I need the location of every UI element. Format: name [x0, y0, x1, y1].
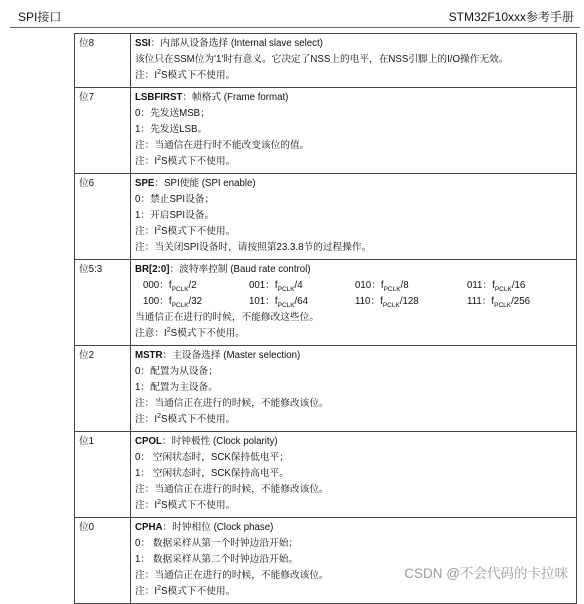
field-title [135, 434, 572, 450]
baud-div: /32 [188, 296, 203, 307]
baud-freq: f [492, 280, 495, 291]
baud-code: 111： [467, 296, 492, 307]
field-caption: ：时钟极性 (Clock polarity) [161, 436, 278, 447]
bit-position: 位1 [75, 432, 131, 518]
field-title [135, 36, 572, 52]
note-text: 注意：I [135, 328, 167, 339]
description-line: 注：当通信正在进行的时候，不能修改该位。 [135, 484, 329, 495]
baud-div: /256 [511, 296, 530, 307]
description-line [135, 584, 572, 600]
note-text: S模式下不使用。 [160, 226, 236, 237]
field-title [135, 520, 572, 536]
baud-code: 010： [355, 280, 381, 291]
field-caption: ：帧格式 (Frame format) [182, 92, 289, 103]
baud-code: 001： [249, 280, 275, 291]
baud-freq: f [491, 296, 495, 307]
bit-position: 位5:3 [75, 260, 131, 346]
superscript: 2 [157, 68, 161, 76]
table-row [75, 518, 577, 604]
description-line [135, 154, 572, 170]
description-line: 当通信正在进行的时候，不能修改这些位。 [135, 312, 320, 323]
description-line: 0： 空闲状态时，SCK保持低电平； [135, 452, 289, 463]
description-line: 注：当通信正在进行的时候，不能修改该位。 [135, 398, 329, 409]
baud-div: /2 [188, 280, 197, 291]
description-line: 0： 数据采样从第一个时钟边沿开始； [135, 538, 299, 549]
table-row [75, 346, 577, 432]
bit-position: 位7 [75, 88, 131, 174]
baud-freq: f [380, 280, 384, 291]
baud-freq: f [168, 280, 172, 291]
baud-sub: PCLK [382, 301, 400, 309]
field-name: LSBFIRST [135, 92, 183, 103]
bit-description [131, 432, 577, 518]
field-caption: ：SPI使能 (SPI enable) [154, 178, 256, 189]
baud-option [467, 278, 577, 294]
description-line: 0：配置为从设备； [135, 366, 218, 377]
baud-option [467, 294, 577, 310]
description-line [135, 68, 572, 84]
baud-code: 000： [143, 280, 169, 291]
baud-freq: f [274, 280, 278, 291]
page-header [18, 8, 574, 24]
section-title: SPI接口 [18, 10, 62, 24]
baud-sub: PCLK [277, 301, 295, 309]
description-line: 1： 空闲状态时，SCK保持高电平。 [135, 468, 289, 479]
note-text: 注：I [135, 586, 158, 597]
baud-freq: f [168, 296, 172, 307]
superscript: 2 [157, 584, 161, 592]
field-caption: ：内部从设备选择 (Internal slave select) [150, 38, 323, 49]
baud-sub: PCLK [277, 285, 295, 293]
description-line: 1： 数据采样从第二个时钟边沿开始。 [135, 554, 299, 565]
note-text: 注：I [135, 414, 158, 425]
description-line [135, 412, 572, 428]
description-line: 注：当通信正在进行的时候，不能修改该位。 [135, 570, 329, 581]
baud-option [249, 278, 355, 294]
note-text: S模式下不使用。 [160, 500, 236, 511]
baud-rate-grid [135, 278, 572, 310]
table-row [75, 34, 577, 88]
note-text: S模式下不使用。 [160, 70, 236, 81]
description-line: 1：配置为主设备。 [135, 382, 218, 393]
description-line: 1：开启SPI设备。 [135, 210, 215, 221]
bit-position: 位0 [75, 518, 131, 604]
field-caption: ：主设备选择 (Master selection) [162, 350, 301, 361]
note-text: S模式下不使用。 [170, 328, 245, 339]
bit-description [131, 346, 577, 432]
baud-option [143, 294, 249, 310]
manual-title: STM32F10xxx参考手册 [448, 10, 574, 24]
description-line [135, 498, 572, 514]
superscript: 2 [157, 412, 161, 420]
note-text: 注：I [135, 226, 158, 237]
description-line [135, 224, 572, 240]
baud-code: 011： [467, 280, 493, 291]
bit-description [131, 518, 577, 604]
baud-freq: f [380, 296, 383, 307]
baud-option [355, 294, 467, 310]
field-name: MSTR [135, 350, 163, 361]
field-title [135, 176, 572, 192]
field-caption: ：波特率控制 (Baud rate control) [169, 264, 311, 275]
baud-code: 100： [143, 296, 169, 307]
baud-freq: f [274, 296, 278, 307]
bit-description [131, 260, 577, 346]
note-text: 注：I [135, 156, 158, 167]
note-text: 注：I [135, 70, 158, 81]
bit-description [131, 34, 577, 88]
superscript: 2 [157, 224, 161, 232]
note-text: 注：I [135, 500, 158, 511]
field-title [135, 90, 572, 106]
field-name: SSI [135, 38, 151, 49]
baud-div: /128 [399, 296, 419, 307]
baud-sub: PCLK [494, 301, 512, 309]
baud-div: /16 [511, 280, 526, 291]
bit-position: 位2 [75, 346, 131, 432]
baud-code: 110： [355, 296, 381, 307]
field-name: BR[2:0] [135, 264, 170, 275]
bit-description [131, 88, 577, 174]
superscript: 2 [157, 154, 161, 162]
field-caption: ：时钟相位 (Clock phase) [162, 522, 274, 533]
note-text: S模式下不使用。 [160, 156, 236, 167]
watermark: CSDN @不会代码的卡拉咪 [404, 566, 568, 581]
table-row [75, 260, 577, 346]
description-line: 注：当关闭SPI设备时，请按照第23.3.8节的过程操作。 [135, 242, 372, 253]
description-line: 0：禁止SPI设备； [135, 194, 215, 205]
bit-description [131, 174, 577, 260]
field-title [135, 262, 572, 278]
note-text: S模式下不使用。 [160, 586, 236, 597]
baud-code: 101： [249, 296, 275, 307]
header-divider [10, 27, 580, 28]
description-line: 该位只在SSM位为'1'时有意义。它决定了NSS上的电平，在NSS引脚上的I/O操作无效。 [135, 54, 509, 65]
baud-option [143, 278, 249, 294]
table-row [75, 432, 577, 518]
baud-option [355, 278, 467, 294]
field-name: SPE [135, 178, 155, 189]
note-text: S模式下不使用。 [160, 414, 236, 425]
table-row [75, 88, 577, 174]
description-line: 1：先发送LSB。 [135, 124, 208, 135]
superscript: 2 [157, 498, 161, 506]
baud-sub: PCLK [171, 285, 189, 293]
description-line [135, 326, 572, 342]
baud-option [249, 294, 355, 310]
field-name: CPOL [135, 436, 162, 447]
bit-position: 位6 [75, 174, 131, 260]
register-bit-table [74, 33, 577, 604]
bit-position: 位8 [75, 34, 131, 88]
baud-div: /4 [294, 280, 303, 291]
baud-div: /64 [294, 296, 309, 307]
field-name: CPHA [135, 522, 163, 533]
table-row [75, 174, 577, 260]
baud-sub: PCLK [494, 285, 512, 293]
description-line: 0：先发送MSB； [135, 108, 210, 119]
baud-sub: PCLK [171, 301, 189, 309]
field-title [135, 348, 572, 364]
superscript: 2 [166, 326, 171, 334]
baud-sub: PCLK [383, 285, 401, 293]
baud-div: /8 [400, 280, 409, 291]
description-line: 注：当通信在进行时不能改变该位的值。 [135, 140, 310, 151]
